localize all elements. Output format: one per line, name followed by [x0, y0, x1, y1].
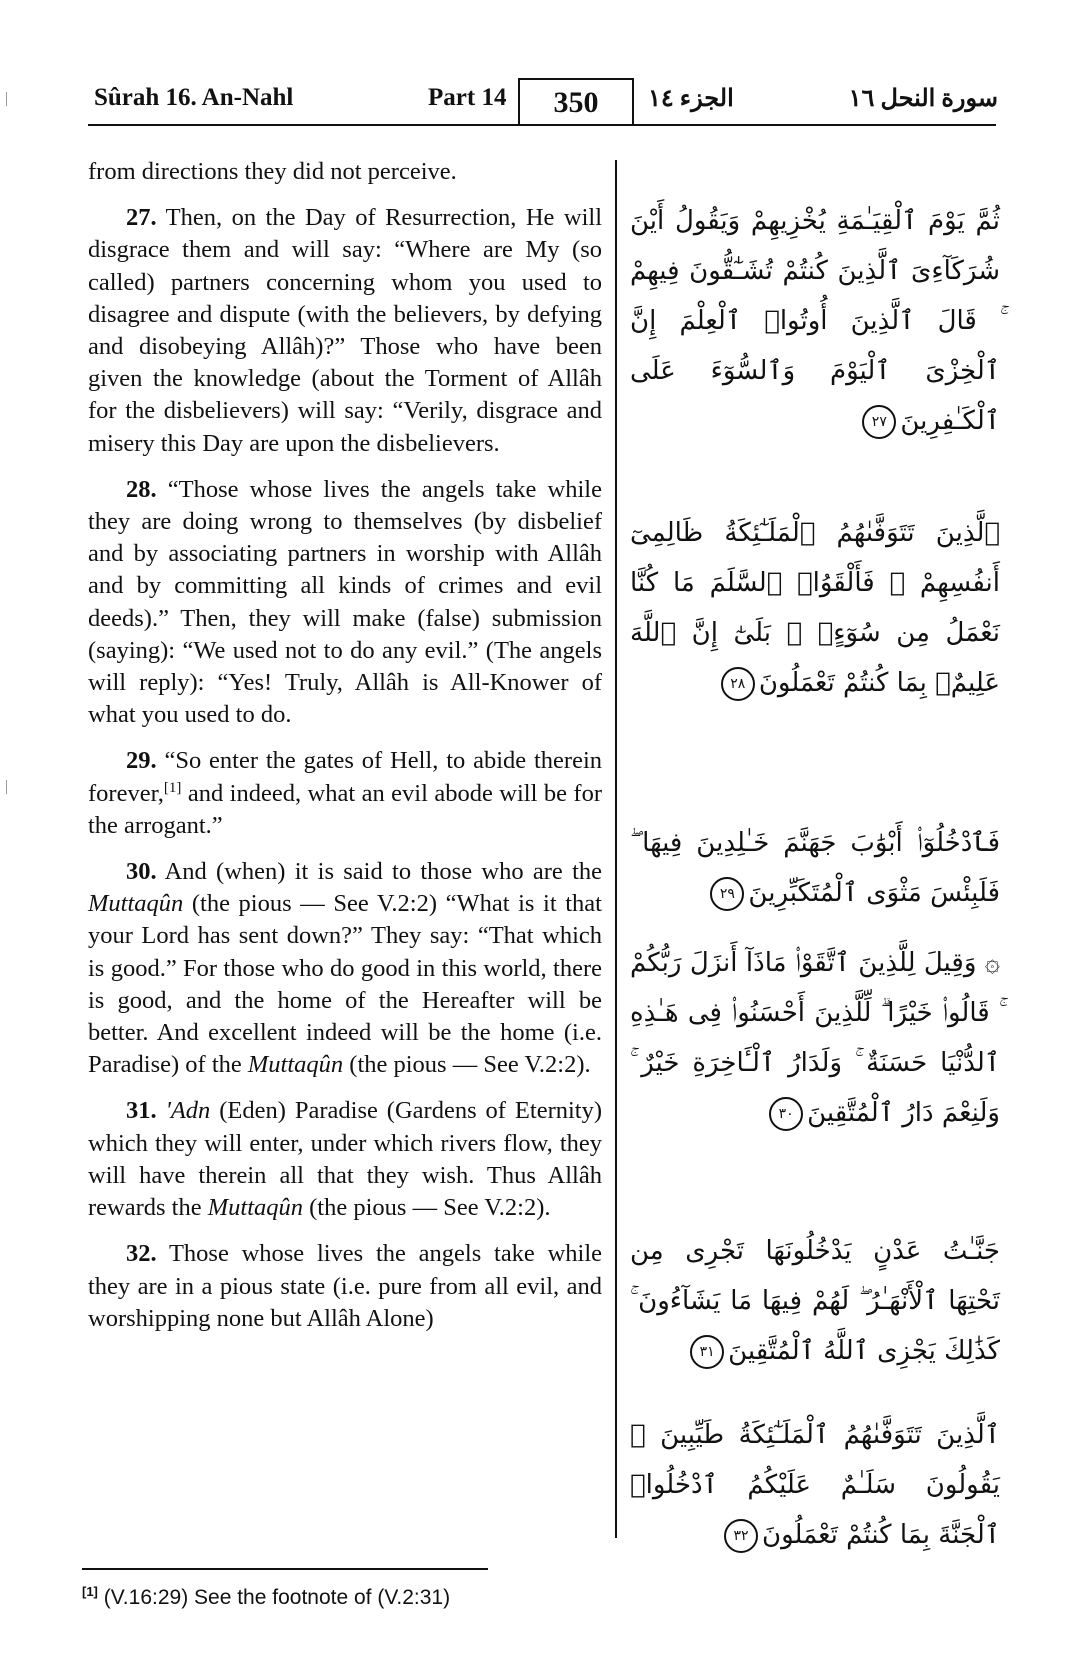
verse-32-en — [88, 1238, 602, 1335]
verse-29-ar — [630, 818, 1000, 918]
english-translation-column — [88, 156, 602, 1349]
verse-text: (Eden) Paradise (Gardens of Eternity) which they will enter, under which rivers flow, they will have therein all that they wish. Thus Allâh rewards the — [88, 1097, 602, 1222]
arabic-verse-text: ٱلَّذِينَ تَتَوَفَّىٰهُمُ ٱلْمَلَـٰٓئِكَةُ ظَالِمِىٓ أَنفُسِهِمْ ۖ فَأَلْقَوُا۟ ٱلسَّلَمَ مَا كُنَّا نَعْمَلُ مِن سُوٓءٍۭ ۚ بَلَىٰٓ إِنَّ ٱللَّهَ عَلِيمٌۢ بِمَا كُنتُمْ تَعْمَلُونَ — [630, 518, 1000, 698]
verse-text: “So enter the gates of Hell, to abide therein forever, — [88, 747, 602, 807]
column-divider — [615, 160, 617, 1538]
verse-30-en — [88, 856, 602, 1081]
footnote-mark: [1] — [82, 1584, 98, 1599]
verse-text: and indeed, what an evil abode will be for the arrogant.” — [88, 779, 602, 839]
footnote-reference[interactable]: [1] — [163, 779, 182, 796]
footnote — [82, 1584, 450, 1610]
verse-26-continuation: from directions they did not perceive. — [88, 158, 457, 185]
verse-28-ar — [630, 508, 1000, 708]
verse-28-en — [88, 474, 602, 732]
verse-text: (the pious — See V.2:2). — [303, 1194, 551, 1222]
margin-tick — [6, 780, 7, 794]
page-number: 350 — [518, 78, 634, 124]
verse-text: Then, on the Day of Resurrection, He will disgrace them and will say: “Where are My (so called) partners concerning whom you used to disagree and dispute (with the believers, by defying and disobeying Allâh)?” Those who have been given the knowledge (about the Torment of Allâh for the disbelievers) will say: “Verily, disgrace and misery this Day are upon the disbelievers. — [88, 204, 603, 457]
ayah-number-marker: ٢٩ — [710, 877, 744, 911]
verse-number: 28. — [126, 475, 157, 503]
verse-text: Those whose lives the angels take while they are in a pious state (i.e. pure from all evil, and worshipping none but Allâh Alone) — [88, 1240, 602, 1332]
footnote-rule — [82, 1568, 488, 1570]
margin-tick — [6, 92, 7, 106]
verse-text: And (when) it is said to those who are the — [164, 858, 602, 886]
verse-31-en — [88, 1095, 602, 1224]
verse-number: 31. — [126, 1097, 157, 1125]
juz-label-ar: الجزء ١٤ — [648, 86, 734, 112]
verse-27-en — [88, 202, 602, 460]
ayah-number-marker: ٣٢ — [724, 1519, 758, 1553]
ayah-number-marker: ٣٠ — [769, 1097, 803, 1131]
part-label-en: Part 14 — [428, 84, 507, 111]
verse-number: 27. — [126, 204, 157, 232]
footnote-text: (V.16:29) See the footnote of (V.2:31) — [103, 1586, 451, 1609]
arabic-verse-text: ٱلَّذِينَ تَتَوَفَّىٰهُمُ ٱلْمَلَـٰٓئِكَةُ طَيِّبِينَ ۙ يَقُولُونَ سَلَـٰمٌ عَلَيْكُمُ ٱدْخُلُوا۟ ٱلْجَنَّةَ بِمَا كُنتُمْ تَعْمَلُونَ — [630, 1420, 1000, 1550]
term-italic: 'Adn — [165, 1097, 211, 1125]
verse-31-ar — [630, 1226, 1000, 1376]
verse-32-ar — [630, 1410, 1000, 1560]
verse-number: 29. — [126, 747, 157, 775]
arabic-verse-text: فَٱدْخُلُوٓا۟ أَبْوَٰبَ جَهَنَّمَ خَـٰلِدِينَ فِيهَا ۖ فَلَبِئْسَ مَثْوَى ٱلْمُتَكَبِّرِينَ — [630, 828, 1000, 908]
arabic-verse-text: جَنَّـٰتُ عَدْنٍ يَدْخُلُونَهَا تَجْرِى مِن تَحْتِهَا ٱلْأَنْهَـٰرُ ۖ لَهُمْ فِيهَا مَا يَشَآءُونَ ۚ كَذَٰلِكَ يَجْزِى ٱللَّهُ ٱلْمُتَّقِينَ — [630, 1236, 1000, 1366]
verse-text: (the pious — See V.2:2) “What is it that your Lord has sent down?” They say: “That which is good.” For those who do good in this world, there is good, and the home of the Hereafter will be better. And excellent indeed will be the home (i.e. Paradise) of the — [88, 890, 602, 1079]
arabic-verse-text: ۞ وَقِيلَ لِلَّذِينَ ٱتَّقَوْا۟ مَاذَآ أَنزَلَ رَبُّكُمْ ۚ قَالُوا۟ خَيْرًا ۗ لِّلَّذِينَ أَحْسَنُوا۟ فِى هَـٰذِهِ ٱلدُّنْيَا حَسَنَةٌ ۚ وَلَدَارُ ٱلْـَٔاخِرَةِ خَيْرٌ ۚ وَلَنِعْمَ دَارُ ٱلْمُتَّقِينَ — [630, 948, 1000, 1128]
term-italic: Muttaqûn — [207, 1194, 304, 1222]
verse-30-ar — [630, 938, 1000, 1138]
verse-number: 32. — [126, 1240, 157, 1268]
verse-29-en — [88, 745, 602, 842]
term-italic: Muttaqûn — [88, 890, 184, 918]
term-italic: Muttaqûn — [247, 1051, 344, 1079]
verse-27-ar — [630, 196, 1000, 446]
page-header — [88, 74, 998, 122]
verse-number: 30. — [126, 858, 157, 886]
ayah-number-marker: ٣١ — [690, 1335, 724, 1369]
surah-title-ar: سورة النحل ١٦ — [848, 86, 998, 112]
header-rule — [88, 124, 996, 126]
surah-title-en: Sûrah 16. An-Nahl — [94, 84, 294, 111]
arabic-verse-text: ثُمَّ يَوْمَ ٱلْقِيَـٰمَةِ يُخْزِيهِمْ وَيَقُولُ أَيْنَ شُرَكَآءِىَ ٱلَّذِينَ كُنتُمْ تُشَـٰٓقُّونَ فِيهِمْ ۚ قَالَ ٱلَّذِينَ أُوتُوا۟ ٱلْعِلْمَ إِنَّ ٱلْخِزْىَ ٱلْيَوْمَ وَٱلسُّوٓءَ عَلَى ٱلْكَـٰفِرِينَ — [630, 206, 1000, 436]
verse-text: “Those whose lives the angels take while they are doing wrong to themselves (by disbelief and by associating partners in worship with Allâh and by committing all kinds of crimes and evil deeds).” Then, they will make (false) submission (saying): “We used not to do any evil.” (The angels will reply): “Yes! Truly, Allâh is All-Knower of what you used to do. — [88, 475, 602, 729]
verse-text: (the pious — See V.2:2). — [343, 1051, 591, 1079]
ayah-number-marker: ٢٧ — [862, 405, 896, 439]
ayah-number-marker: ٢٨ — [721, 667, 755, 701]
